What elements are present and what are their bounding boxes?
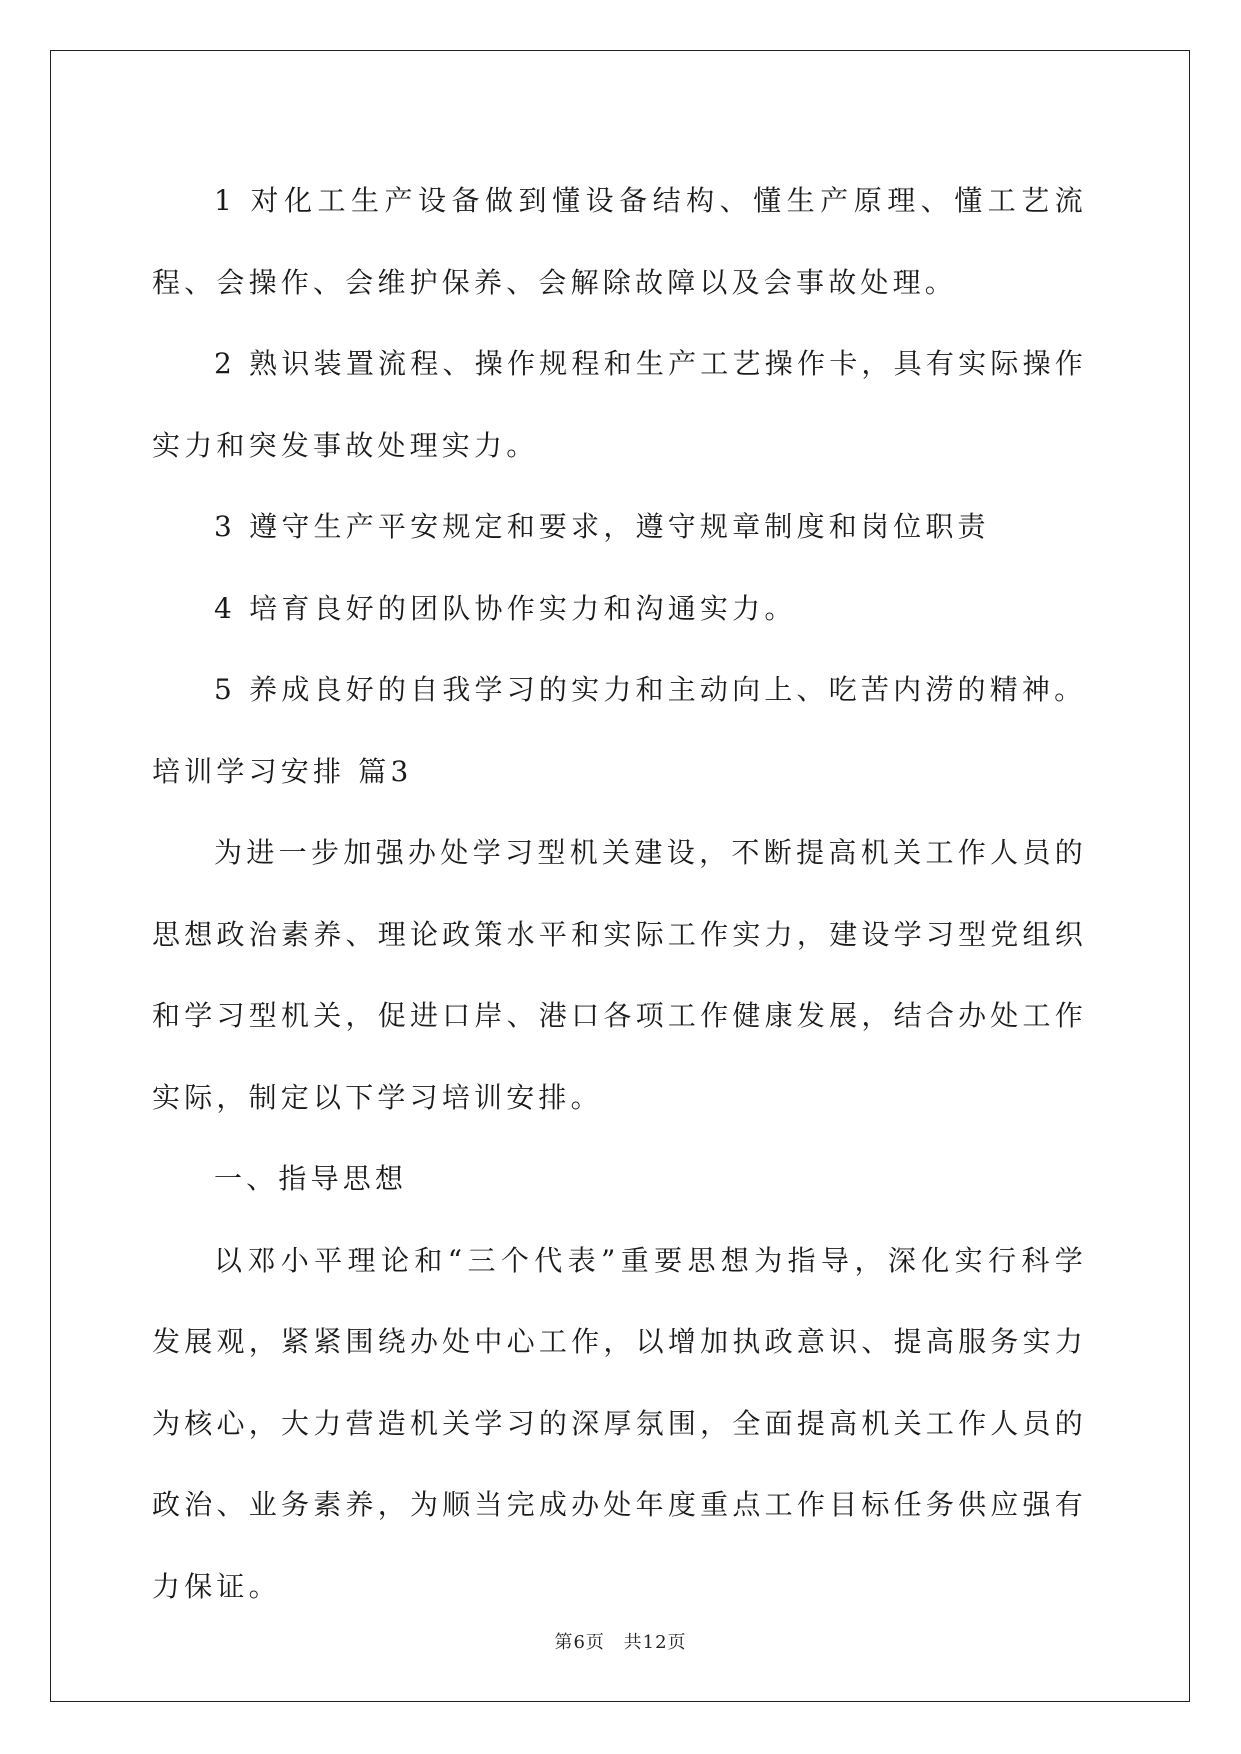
page-number-total: 共12页 — [623, 1632, 687, 1653]
paragraph-item-2: 2 熟识装置流程、操作规程和生产工艺操作卡，具有实际操作实力和突发事故处理实力。 — [152, 347, 1087, 462]
paragraph-item-4: 4 培育良好的团队协作实力和沟通实力。 — [214, 591, 797, 625]
section-intro-paragraph: 为进一步加强办处学习型机关建设，不断提高机关工作人员的思想政治素养、理论政策水平和实际工作实力，建设学习型党组织和学习型机关，促进口岸、港口各项工作健康发展，结合办处工作实际，制定以下学习培训安排。 — [152, 836, 1087, 1114]
paragraph-item-3: 3 遵守生产平安规定和要求，遵守规章制度和岗位职责 — [214, 510, 990, 543]
paragraph-item-1: 1 对化工生产设备做到懂设备结构、懂生产原理、懂工艺流程、会操作、会维护保养、会解除故障以及会事故处理。 — [152, 184, 1087, 299]
subsection-heading: 一、指导思想 — [214, 1162, 408, 1195]
document-body — [152, 160, 1087, 1627]
section-heading: 培训学习安排 篇3 — [152, 754, 413, 788]
page-number-current: 第6页 — [554, 1632, 605, 1653]
paragraph-item-5: 5 养成良好的自我学习的实力和主动向上、吃苦内涝的精神。 — [214, 673, 1087, 706]
page-footer — [0, 1628, 1241, 1654]
guiding-thought-paragraph: 以邓小平理论和“三个代表”重要思想为指导，深化实行科学发展观，紧紧围绕办处中心工作，以增加执政意识、提高服务实力为核心，大力营造机关学习的深厚氛围，全面提高机关工作人员的政治、业务素养，为顺当完成办处年度重点工作目标任务供应强有力保证。 — [152, 1243, 1087, 1603]
